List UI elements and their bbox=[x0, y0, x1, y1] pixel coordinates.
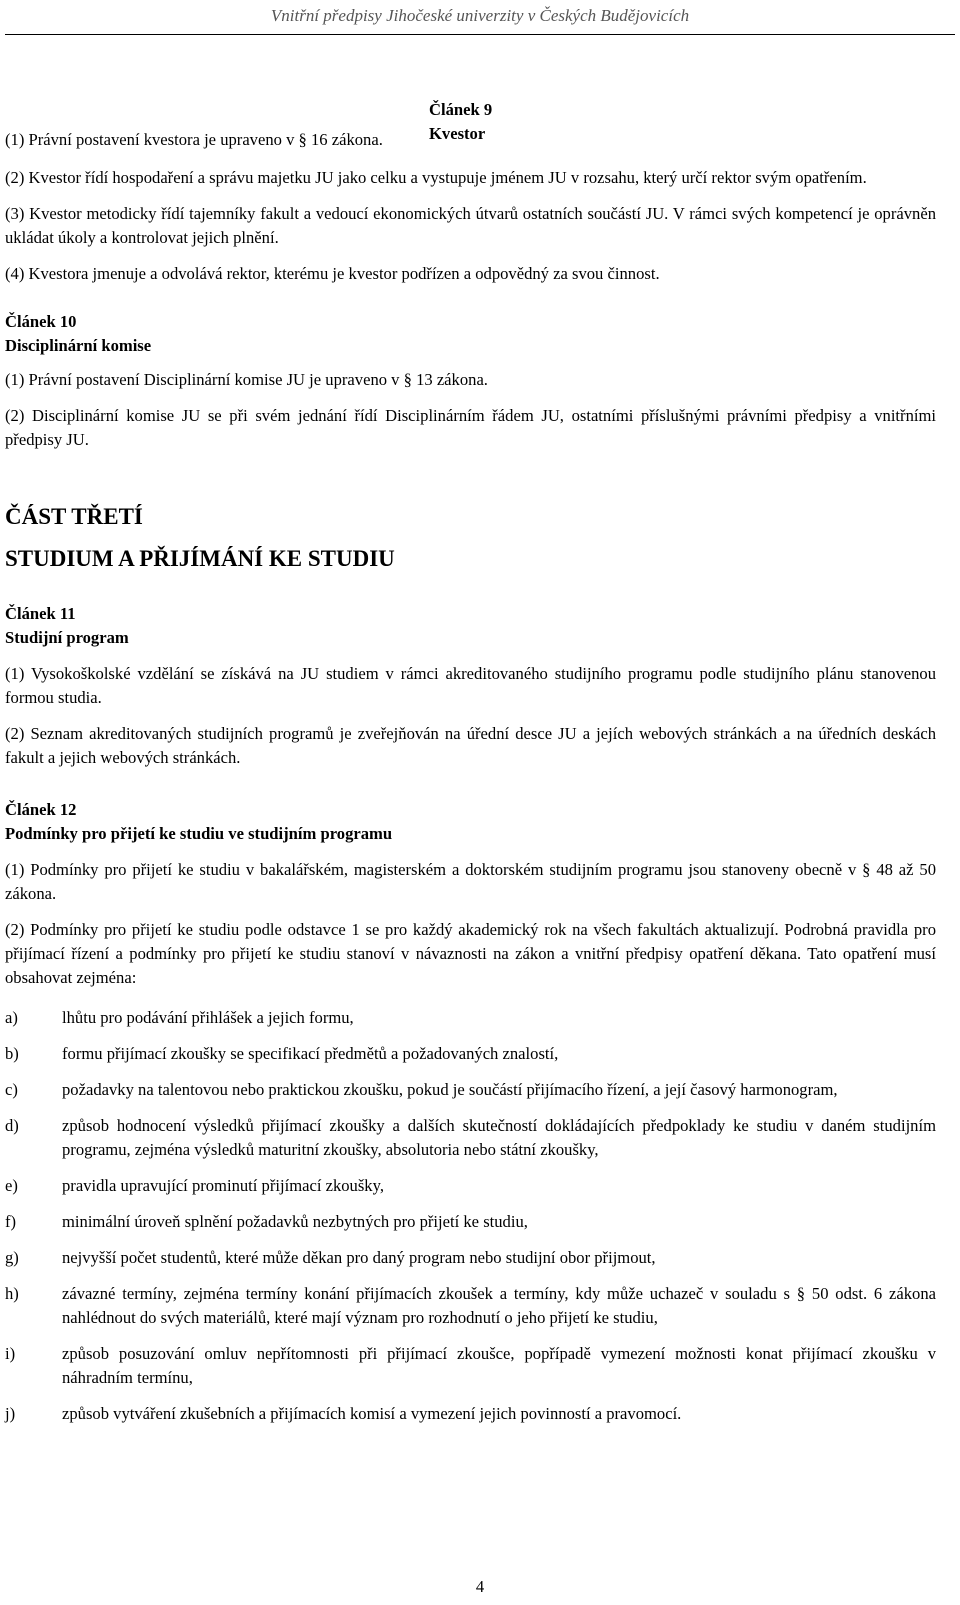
list-item bbox=[5, 1402, 936, 1426]
list-item bbox=[5, 1042, 936, 1066]
article-11-number: Článek 11 bbox=[5, 604, 76, 623]
list-item-letter: c) bbox=[5, 1080, 18, 1099]
list-item bbox=[5, 1342, 936, 1390]
list-item-text: způsob posuzování omluv nepřítomnosti při přijímací zkoušce, popřípadě vymezení možnosti konat přijímací zkoušku v náhradním termínu, bbox=[62, 1344, 936, 1387]
list-item-letter: j) bbox=[5, 1404, 16, 1423]
list-item-text: formu přijímací zkoušky se specifikací předmětů a požadovaných znalostí, bbox=[62, 1044, 559, 1063]
article-10-title: Disciplinární komise bbox=[5, 336, 152, 355]
article-12-number: Článek 12 bbox=[5, 800, 77, 819]
article-12-paragraph-2: (2) Podmínky pro přijetí ke studiu podle odstavce 1 se pro každý akademický rok na všech fakultách aktualizují. Podrobná pravidla pro přijímací řízení a podmínky pro přijetí ke studiu stanoví v návaznosti na zákon a vnitřní předpisy opatření děkana. Tato opatření musí obsahovat zejména: bbox=[5, 920, 936, 987]
list-item-letter: h) bbox=[5, 1284, 19, 1303]
article-10-paragraph-1: (1) Právní postavení Disciplinární komise JU je upraveno v § 13 zákona. bbox=[5, 370, 488, 389]
list-item-text: způsob vytváření zkušebních a přijímacích komisí a vymezení jejich povinností a pravomocí. bbox=[62, 1404, 682, 1423]
list-item-letter: d) bbox=[5, 1116, 19, 1135]
article-10-number: Článek 10 bbox=[5, 312, 77, 331]
list-item-text: způsob hodnocení výsledků přijímací zkoušky a dalších skutečností dokládajících předpoklady ke studiu v daném studijním programu, zejména výsledků maturitní zkoušky, absolutoria nebo státní zkoušky, bbox=[62, 1116, 936, 1159]
article-11-paragraph-1: (1) Vysokoškolské vzdělání se získává na JU studiem v rámci akreditovaného studijního programu podle studijního plánu stanovenou formou studia. bbox=[5, 664, 936, 707]
header-divider bbox=[5, 34, 955, 35]
page-header: Vnitřní předpisy Jihočeské univerzity v Českých Budějovicích bbox=[270, 6, 690, 25]
list-item bbox=[5, 1114, 936, 1162]
article-11-paragraph-2: (2) Seznam akreditovaných studijních programů je zveřejňován na úřední desce JU a jejích webových stránkách a na úředních deskách fakult a jejich webových stránkách. bbox=[5, 724, 936, 767]
article-9-paragraph-1: (1) Právní postavení kvestora je upraveno v § 16 zákona. bbox=[5, 130, 383, 149]
list-item-text: požadavky na talentovou nebo praktickou zkoušku, pokud je součástí přijímacího řízení, a její časový harmonogram, bbox=[62, 1080, 838, 1099]
page-number: 4 bbox=[475, 1577, 485, 1596]
list-item bbox=[5, 1282, 936, 1330]
list-item-text: lhůtu pro podávání přihlášek a jejich formu, bbox=[62, 1008, 354, 1027]
article-9-paragraph-3: (3) Kvestor metodicky řídí tajemníky fakult a vedoucí ekonomických útvarů ostatních součástí JU. V rámci svých kompetencí je oprávněn ukládat úkoly a kontrolovat jejich plnění. bbox=[5, 204, 936, 247]
list-item-text: minimální úroveň splnění požadavků nezbytných pro přijetí ke studiu, bbox=[62, 1212, 528, 1231]
list-item bbox=[5, 1006, 936, 1030]
article-9-paragraph-2: (2) Kvestor řídí hospodaření a správu majetku JU jako celku a vystupuje jménem JU v rozsahu, který určí rektor svým opatřením. bbox=[5, 168, 867, 187]
article-12-title: Podmínky pro přijetí ke studiu ve studijním programu bbox=[5, 824, 393, 843]
list-item-letter: g) bbox=[5, 1248, 19, 1267]
article-9-paragraph-4: (4) Kvestora jmenuje a odvolává rektor, kterému je kvestor podřízen a odpovědný za svou činnost. bbox=[5, 264, 660, 283]
part-3-title: ČÁST TŘETÍ bbox=[5, 504, 143, 529]
list-item-letter: e) bbox=[5, 1176, 18, 1195]
article-9-number: Článek 9 bbox=[429, 100, 493, 119]
article-9-title: Kvestor bbox=[429, 124, 486, 143]
list-item-text: nejvyšší počet studentů, které může děkan pro daný program nebo studijní obor přijmout, bbox=[62, 1248, 656, 1267]
list-item bbox=[5, 1210, 936, 1234]
article-10-paragraph-2: (2) Disciplinární komise JU se při svém jednání řídí Disciplinárním řádem JU, ostatními příslušnými právními předpisy a vnitřními předpisy JU. bbox=[5, 406, 936, 449]
list-item bbox=[5, 1078, 936, 1102]
list-item-letter: b) bbox=[5, 1044, 19, 1063]
article-11-title: Studijní program bbox=[5, 628, 129, 647]
list-item-text: pravidla upravující prominutí přijímací zkoušky, bbox=[62, 1176, 384, 1195]
list-item-letter: f) bbox=[5, 1212, 17, 1231]
article-12-paragraph-1: (1) Podmínky pro přijetí ke studiu v bakalářském, magisterském a doktorském studijním programu jsou stanoveny obecně v § 48 až 50 zákona. bbox=[5, 860, 936, 903]
list-item bbox=[5, 1246, 936, 1270]
part-3-subtitle: STUDIUM A PŘIJÍMÁNÍ KE STUDIU bbox=[5, 546, 395, 571]
list-item bbox=[5, 1174, 936, 1198]
document-body bbox=[5, 98, 936, 1426]
article-12-list bbox=[5, 1006, 936, 1426]
list-item-text: závazné termíny, zejména termíny konání přijímacích zkoušek a termíny, kdy může uchazeč v souladu s § 50 odst. 6 zákona nahlédnout do svých materiálů, které mají význam pro rozhodnutí o jeho přijetí ke studiu, bbox=[62, 1284, 936, 1327]
list-item-letter: i) bbox=[5, 1344, 16, 1363]
list-item-letter: a) bbox=[5, 1008, 18, 1027]
